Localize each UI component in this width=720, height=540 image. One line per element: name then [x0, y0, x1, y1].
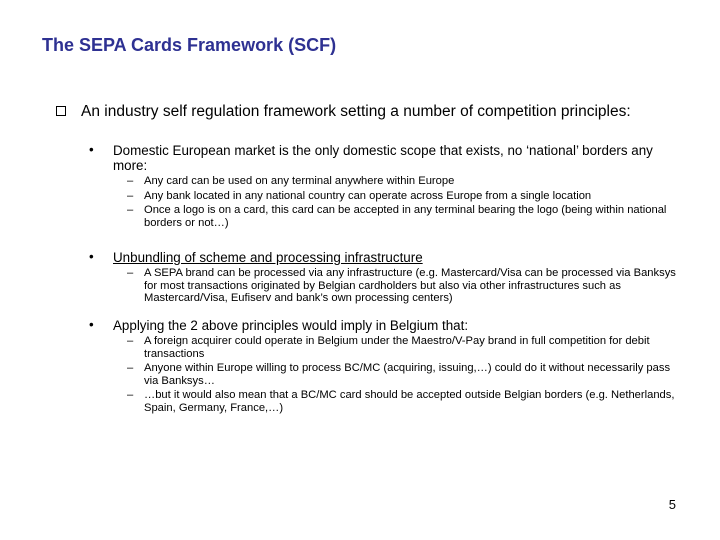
bullet-dot-icon: • [89, 142, 94, 157]
sub-bullet-text: A SEPA brand can be processed via any infrastructure (e.g. Mastercard/Visa can be processed via Banksys for most transactions originated by Belgian cardholders but also via other infrastructures such as Mastercard/Visa, Eufiserv and bank’s own processing centers) [144, 267, 676, 304]
section-unbundling [89, 250, 684, 305]
dash-icon: – [127, 362, 134, 374]
dash-icon: – [127, 267, 134, 279]
square-bullet-icon [56, 106, 66, 116]
bullet-item [89, 318, 684, 333]
sub-bullet-item [89, 204, 684, 229]
sub-bullet-item [89, 362, 684, 387]
sub-bullet-item [89, 335, 684, 360]
sub-bullet-item [89, 175, 684, 188]
slide-title: The SEPA Cards Framework (SCF) [42, 35, 337, 55]
dash-icon: – [127, 189, 134, 202]
section-belgium-implications [89, 318, 684, 414]
dash-icon: – [127, 204, 134, 216]
sub-bullet-text: Anyone within Europe willing to process BC/MC (acquiring, issuing,…) could do it without necessarily pass via Banksys… [144, 362, 671, 387]
sub-bullet-text: Any bank located in any national country can operate across Europe from a single location [144, 189, 592, 202]
bullet-text: Domestic European market is the only domestic scope that exists, no ‘national’ borders any more: [113, 143, 653, 173]
bullet-text: Applying the 2 above principles would imply in Belgium that: [113, 318, 469, 333]
sub-bullet-text: …but it would also mean that a BC/MC card should be accepted outside Belgian borders (e.g. Netherlands, Spain, Germany, France,…) [144, 389, 675, 414]
main-point [56, 102, 680, 121]
main-point-text: An industry self regulation framework setting a number of competition principles: [81, 103, 631, 120]
sub-bullet-text: A foreign acquirer could operate in Belgium under the Maestro/V-Pay brand in full competition for debit transactions [144, 335, 650, 360]
sub-bullet-item [89, 190, 684, 203]
bullet-text: Unbundling of scheme and processing infrastructure [113, 250, 423, 265]
bullet-dot-icon: • [89, 317, 94, 332]
bullet-dot-icon: • [89, 249, 94, 264]
dash-icon: – [127, 389, 134, 401]
sub-bullet-text: Any card can be used on any terminal anywhere within Europe [144, 175, 455, 187]
sub-bullet-text: Once a logo is on a card, this card can be accepted in any terminal bearing the logo (being within national borders or not…) [144, 204, 667, 229]
dash-icon: – [127, 175, 134, 187]
page-number: 5 [668, 497, 676, 512]
dash-icon: – [127, 335, 134, 347]
bullet-item [89, 250, 684, 265]
sub-bullet-item [89, 267, 684, 305]
section-domestic-market [89, 143, 684, 229]
bullet-item [89, 143, 684, 173]
sub-bullet-item [89, 389, 684, 414]
